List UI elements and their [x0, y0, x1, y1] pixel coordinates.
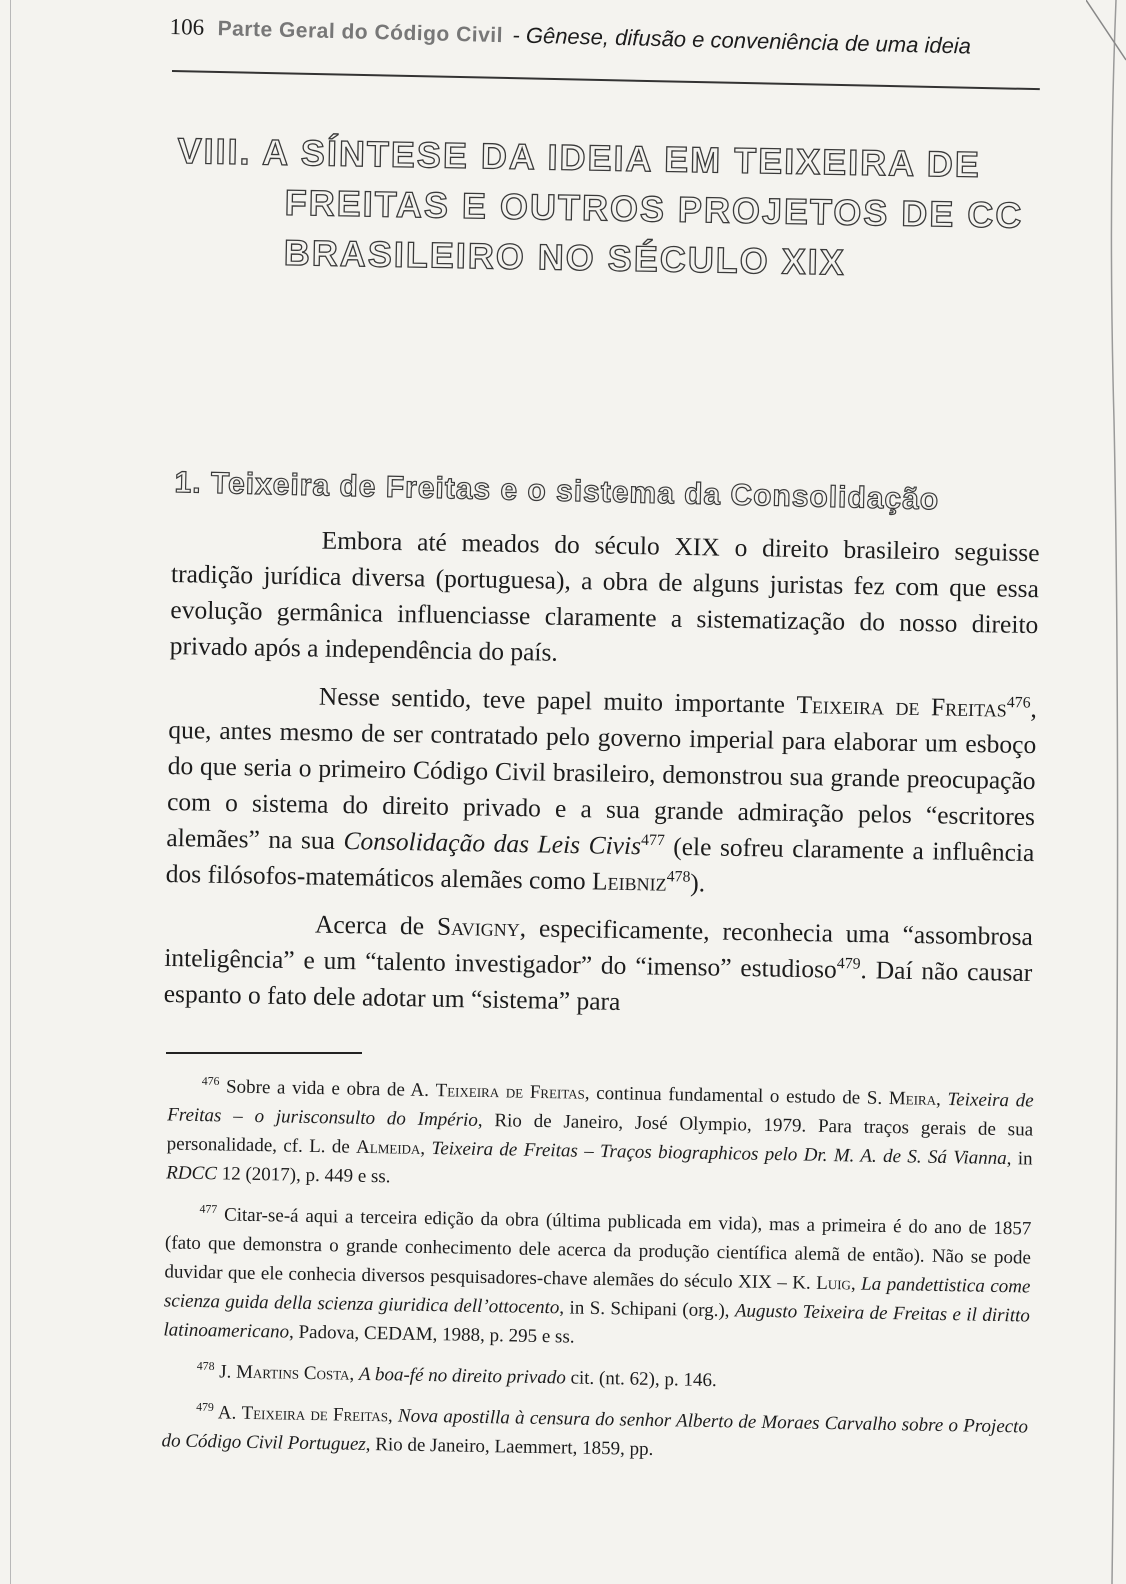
chapter-title: [175, 126, 1024, 290]
author-name: Meira: [888, 1088, 937, 1110]
text-run: Acerca de: [314, 909, 438, 941]
work-title: A boa-fé no direito privado: [358, 1363, 566, 1389]
main-text: [163, 520, 1040, 1039]
footnote-number: 479: [196, 1400, 214, 1414]
work-title: La pandettistica come scienza guida della scienza giuridica dell’ottocento: [163, 1273, 1031, 1319]
text-run: , continua fundamental o estudo de S.: [584, 1082, 890, 1110]
text-run: , que, antes mesmo de ser contratado pelo governo imperial para elaborar um esboço do que seria o primeiro Código Civil brasileiro, demonstrou sua grande preocupação com o sistema do direito privado e a sua grande admiração pelos “escritores alemães” na sua: [166, 694, 1038, 856]
section-heading: 1. Teixeira de Freitas e o sistema da Consolidação: [174, 466, 940, 517]
page-edge-shadow: [10, 0, 11, 1584]
text-run: , in: [1006, 1148, 1033, 1170]
footnote-separator: [166, 1052, 362, 1054]
page-curl-decoration: [1086, 0, 1126, 1584]
text-run: (ele sofreu claramente a influência dos filósofos-matemáticos alemães como: [165, 831, 1035, 896]
work-title: Teixeira de Freitas – o jurisconsulto do Império: [167, 1089, 1034, 1131]
text-run: , Padova, CEDAM, 1988, p. 295 e ss.: [288, 1321, 575, 1348]
book-subtitle: - Gênese, difusão e conveniência de uma ideia: [512, 22, 972, 59]
work-title: Teixeira de Freitas – Traços biographicos pelo Dr. M. A. de S. Sá Vianna: [431, 1138, 1007, 1170]
text-run: ,: [420, 1137, 432, 1160]
text-run: . Daí não causar espanto o fato dele adotar um “sistema” para: [163, 955, 1033, 1016]
author-name: Teixeira de Freitas: [796, 689, 1008, 723]
author-name: Teixeira de Freitas: [241, 1402, 389, 1427]
journal-name: RDCC: [166, 1162, 218, 1185]
text-run: ,: [387, 1405, 399, 1427]
footnote-478: [163, 1356, 1029, 1400]
author-name: Luig: [816, 1272, 852, 1295]
footnote-number: 476: [201, 1074, 220, 1089]
author-name: Leibniz: [591, 866, 667, 897]
text-run: A.: [213, 1402, 242, 1424]
footnote-number: 477: [199, 1202, 218, 1216]
footnote-477: [163, 1199, 1031, 1359]
text-run: cit. (nt. 62), p. 146.: [565, 1367, 717, 1392]
work-title: Augusto Teixeira de Freitas e il diritto latinoamericano: [163, 1300, 1031, 1343]
text-run: ,: [935, 1088, 948, 1111]
book-title: Parte Geral do Código Civil: [217, 17, 504, 48]
author-name: Almeida: [355, 1136, 421, 1159]
text-run: ).: [690, 868, 706, 898]
text-run: , especificamente, reconhecia uma “assombrosa inteligência” e um “talento investigador” do “imenso” estudioso: [164, 913, 1034, 984]
chapter-title-line-2: FREITAS E OUTROS PROJETOS DE CC: [284, 181, 1024, 236]
chapter-title-line-1: VIII. A SÍNTESE DA IDEIA EM TEIXEIRA DE: [177, 129, 982, 186]
text-run: Citar-se-á aqui a terceira edição da obra (última publicada em vida), mas a primeira é do ano de 1857 (fato que demonstra o grande conhecimento dele acerca da produção científica alemã de então). Não se pode duvidar que ele conhecia diversos pesquisadores-chave alemães do século XIX – K.: [164, 1204, 1032, 1294]
text-run: Nesse sentido, teve papel muito importante: [318, 681, 797, 719]
text-run: ,: [850, 1273, 862, 1295]
author-name: Martins Costa: [235, 1361, 350, 1385]
footnote-ref: 477: [640, 831, 665, 850]
text-run: , Rio de Janeiro, Laemmert, 1859, pp.: [365, 1433, 654, 1460]
text-run: , Rio de Janeiro, José Olympio, 1979. Para traços gerais de sua personalidade, cf. L. de: [166, 1109, 1034, 1158]
author-name: Teixeira de Freitas: [435, 1080, 586, 1104]
footnote-number: 478: [196, 1359, 215, 1373]
text-run: J.: [214, 1361, 237, 1383]
running-header: [169, 14, 1050, 95]
paragraph-3: [163, 904, 1033, 1027]
footnote-ref: 479: [836, 955, 861, 973]
footnote-476: [166, 1071, 1034, 1202]
text-run: 12 (2017), p. 449 e ss.: [216, 1163, 391, 1188]
author-name: Savigny: [436, 911, 521, 943]
text-run: ,: [349, 1363, 360, 1385]
footnote-ref: 478: [666, 868, 691, 886]
chapter-title-line-3: BRASILEIRO NO SÉCULO XIX: [283, 231, 847, 283]
paragraph-2: [166, 676, 1038, 907]
footnote-479: [161, 1397, 1028, 1470]
text-run: Sobre a vida e obra de A.: [219, 1076, 436, 1102]
footnote-ref: 476: [1006, 694, 1031, 712]
text-run: , in S. Schipani (org.),: [559, 1297, 736, 1322]
work-title: Nova apostilla à censura do senhor Alberto de Moraes Carvalho sobre o Projecto do Código Civil Portuguez: [161, 1405, 1029, 1455]
work-title: Consolidação das Leis Civis: [343, 826, 642, 861]
paragraph-1: Embora até meados do século XIX o direito brasileiro seguisse tradição jurídica diversa (portuguesa), a obra de alguns juristas fez com que essa evolução germânica influenciasse claramente a sistematização do nosso direito privado após a independência do país.: [169, 525, 1040, 667]
footnotes: [161, 1072, 1034, 1470]
page-number: 106: [169, 14, 205, 40]
